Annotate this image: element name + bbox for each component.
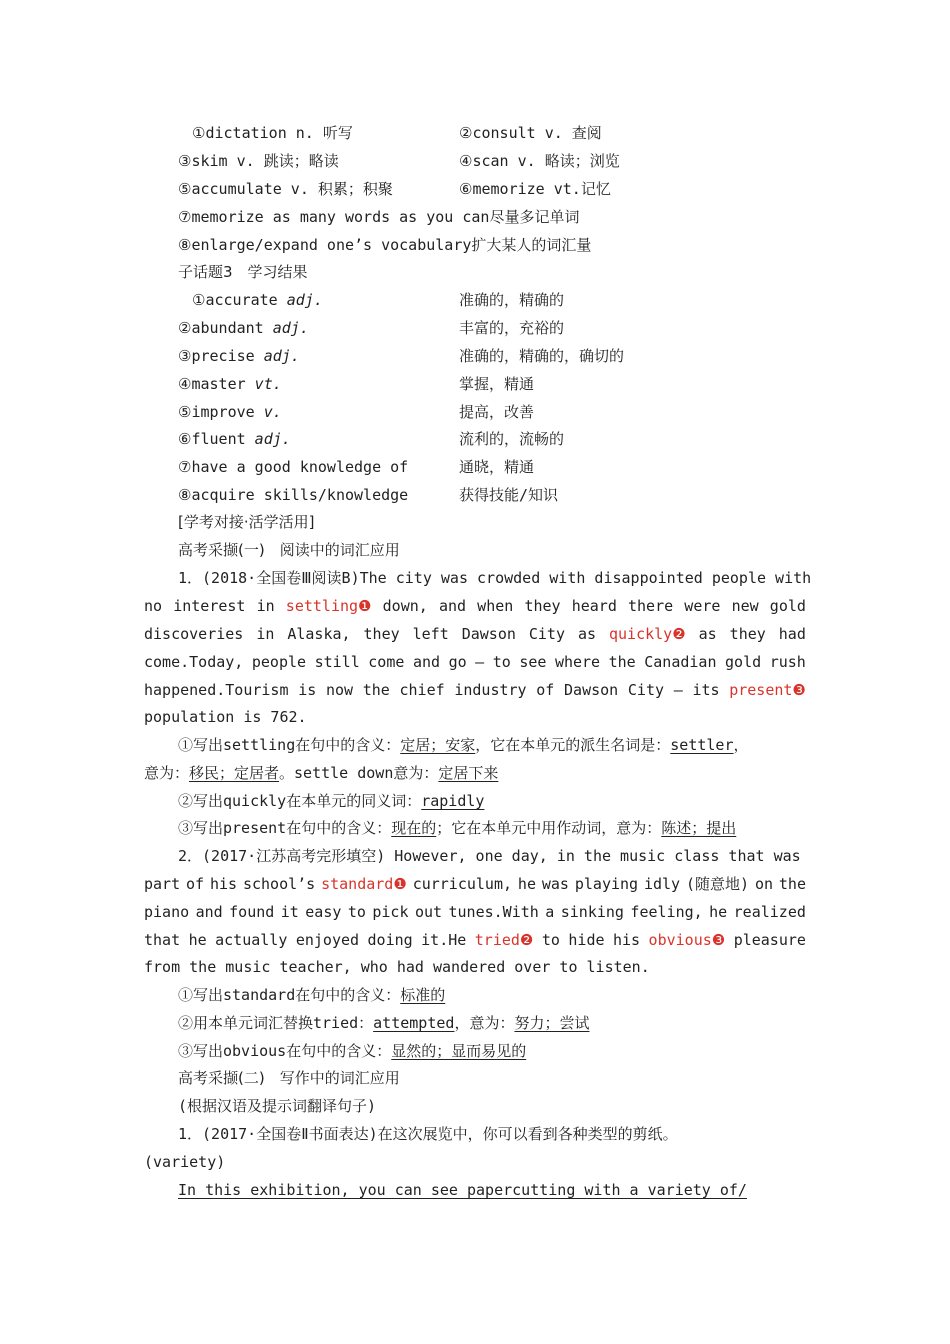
vocab-item: ③skim v. 跳读；略读 [178, 152, 339, 170]
section-heading: [学考对接·活学活用] [178, 513, 315, 531]
answer-line: ②用本单元词汇替换tried：attempted，意为：努力；尝试 [178, 1014, 590, 1032]
part-title: 高考采撷(一) 阅读中的词汇应用 [178, 541, 400, 559]
vocab-item: ④master vt. [178, 375, 282, 393]
answer-line: ③写出present在句中的含义：现在的；它在本单元中用作动词，意为：陈述；提出 [178, 819, 737, 837]
passage-line: 1．(2018·全国卷Ⅲ阅读B)The city was crowded with disappointed people with [178, 569, 812, 587]
vocab-meaning: 准确的，精确的 [459, 291, 565, 309]
subtopic-title: 子话题3 学习结果 [178, 263, 308, 281]
writing-answer: In this exhibition, you can see papercutting with a variety of/ [178, 1181, 747, 1199]
passage-line: happened.Tourism is now the chief industry of Dawson City — its present❸ [144, 681, 806, 699]
writing-prompt: 1．(2017·全国卷Ⅱ书面表达)在这次展览中，你可以看到各种类型的剪纸。 [178, 1125, 678, 1143]
vocab-item: ③precise adj. [178, 347, 300, 365]
passage-line: discoveries in Alaska, they left Dawson City as quickly❷ as they had [144, 625, 806, 643]
vocab-item: ①accurate adj. [192, 291, 323, 309]
passage-line: population is 762. [144, 708, 307, 726]
vocab-meaning: 通晓，精通 [459, 458, 535, 476]
vocab-item: ④scan v. 略读；浏览 [459, 152, 620, 170]
vocab-meaning: 准确的，精确的，确切的 [459, 347, 625, 365]
vocab-item: ⑦have a good knowledge of [178, 458, 409, 476]
writing-hint: (variety) [144, 1153, 226, 1171]
answer-blank: 定居下来 [438, 764, 499, 782]
vocab-meaning: 提高，改善 [459, 403, 535, 421]
answer-blank: 显然的；显而易见的 [391, 1042, 527, 1060]
instruction: (根据汉语及提示词翻译句子) [178, 1097, 377, 1115]
answer-line: ②写出quickly在本单元的同义词：rapidly [178, 792, 485, 810]
vocab-phrase: ⑧enlarge/expand one’s vocabulary扩大某人的词汇量 [178, 236, 592, 254]
vocab-item: ⑥memorize vt.记忆 [459, 180, 611, 198]
highlighted-word: quickly❷ [609, 625, 686, 643]
passage-line: that he actually enjoyed doing it.He tried❷ to hide his obvious❸ pleasure [144, 931, 806, 949]
vocab-meaning: 掌握，精通 [459, 375, 535, 393]
part-title: 高考采撷(二) 写作中的词汇应用 [178, 1069, 400, 1087]
highlighted-word: tried❷ [474, 931, 534, 949]
vocab-meaning: 流利的，流畅的 [459, 430, 565, 448]
answer-line: ①写出standard在句中的含义：标准的 [178, 986, 446, 1004]
answer-blank: rapidly [421, 792, 485, 810]
answer-blank: 定居；安家 [400, 736, 476, 754]
passage-line: 2．(2017·江苏高考完形填空) However, one day, in the music class that was [178, 847, 801, 865]
vocab-item: ⑤accumulate v. 积累；积聚 [178, 180, 393, 198]
highlighted-word: obvious❸ [648, 931, 726, 949]
answer-blank: 移民；定居者 [189, 764, 280, 782]
vocab-item: ⑤improve v. [178, 403, 282, 421]
vocab-meaning: 获得技能/知识 [459, 486, 559, 504]
vocab-item: ①dictation n. 听写 [192, 124, 353, 142]
passage-line: piano and found it easy to pick out tunes.With a sinking feeling, he realized [144, 903, 806, 921]
answer-line: ①写出settling在句中的含义：定居；安家，它在本单元的派生名词是：settler， [178, 736, 749, 754]
answer-line: ③写出obvious在句中的含义：显然的；显而易见的 [178, 1042, 527, 1060]
answer-blank: 标准的 [400, 986, 446, 1004]
passage-line: part of his school’s standard❶ curriculum, he was playing idly (随意地) on the [144, 875, 806, 893]
passage-line: no interest in settling❶ down, and when they heard there were new gold [144, 597, 806, 615]
passage-line: come.Today, people still come and go — to see where the Canadian gold rush [144, 653, 806, 671]
highlighted-word: present❸ [729, 681, 806, 699]
answer-blank: 现在的 [391, 819, 437, 837]
answer-blank: attempted [373, 1014, 455, 1032]
answer-blank: 努力；尝试 [514, 1014, 590, 1032]
vocab-meaning: 丰富的，充裕的 [459, 319, 565, 337]
vocab-item: ②consult v. 查阅 [459, 124, 602, 142]
answer-blank: 陈述；提出 [661, 819, 737, 837]
answer-blank: settler [670, 736, 734, 754]
passage-line: from the music teacher, who had wandered over to listen. [144, 958, 650, 976]
vocab-item: ⑥fluent adj. [178, 430, 291, 448]
vocab-item: ⑧acquire skills/knowledge [178, 486, 409, 504]
highlighted-word: standard❶ [321, 875, 407, 893]
answer-line: 意为：移民；定居者。settle down意为：定居下来 [144, 764, 499, 782]
vocab-item: ②abundant adj. [178, 319, 309, 337]
highlighted-word: settling❶ [285, 597, 372, 615]
vocab-phrase: ⑦memorize as many words as you can尽量多记单词 [178, 208, 580, 226]
